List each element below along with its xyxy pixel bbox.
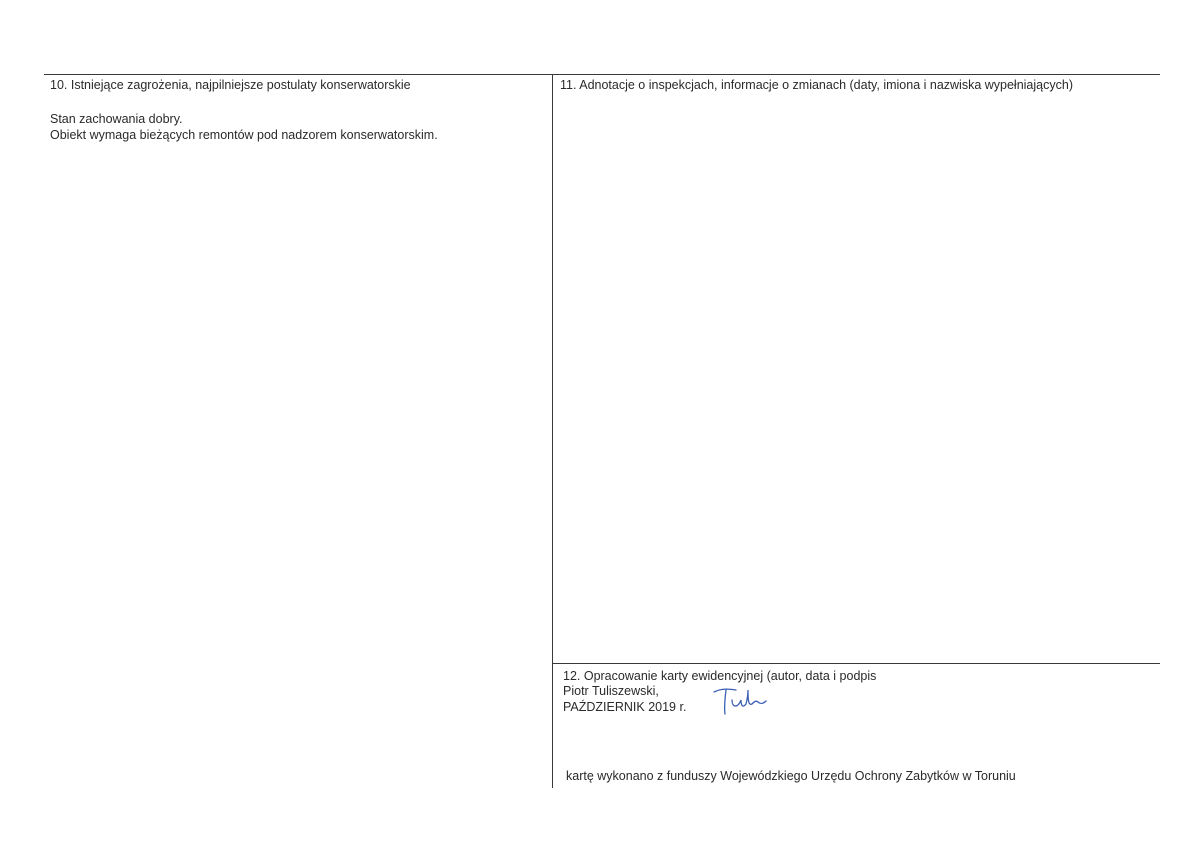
section10-requirement-text: Obiekt wymaga bieżących remontów pod nadzorem konserwatorskim. [50,128,438,142]
top-rule [44,74,1160,75]
section10-heading: 10. Istniejące zagrożenia, najpilniejsze postulaty konserwatorskie [50,78,411,92]
section12-funding-note: kartę wykonano z funduszy Wojewódzkiego Urzędu Ochrony Zabytków w Toruniu [566,769,1016,783]
section12-author: Piotr Tuliszewski, [563,684,659,698]
handwritten-signature [710,684,770,718]
section12-heading: 12. Opracowanie karty ewidencyjnej (autor, data i podpis [563,669,877,683]
column-divider [552,74,553,788]
section10-condition-text: Stan zachowania dobry. [50,112,183,126]
section12-rule [552,663,1160,664]
section11-heading: 11. Adnotacje o inspekcjach, informacje o zmianach (daty, imiona i nazwiska wypełniających) [560,78,1073,92]
section12-date: PAŹDZIERNIK 2019 r. [563,700,687,714]
